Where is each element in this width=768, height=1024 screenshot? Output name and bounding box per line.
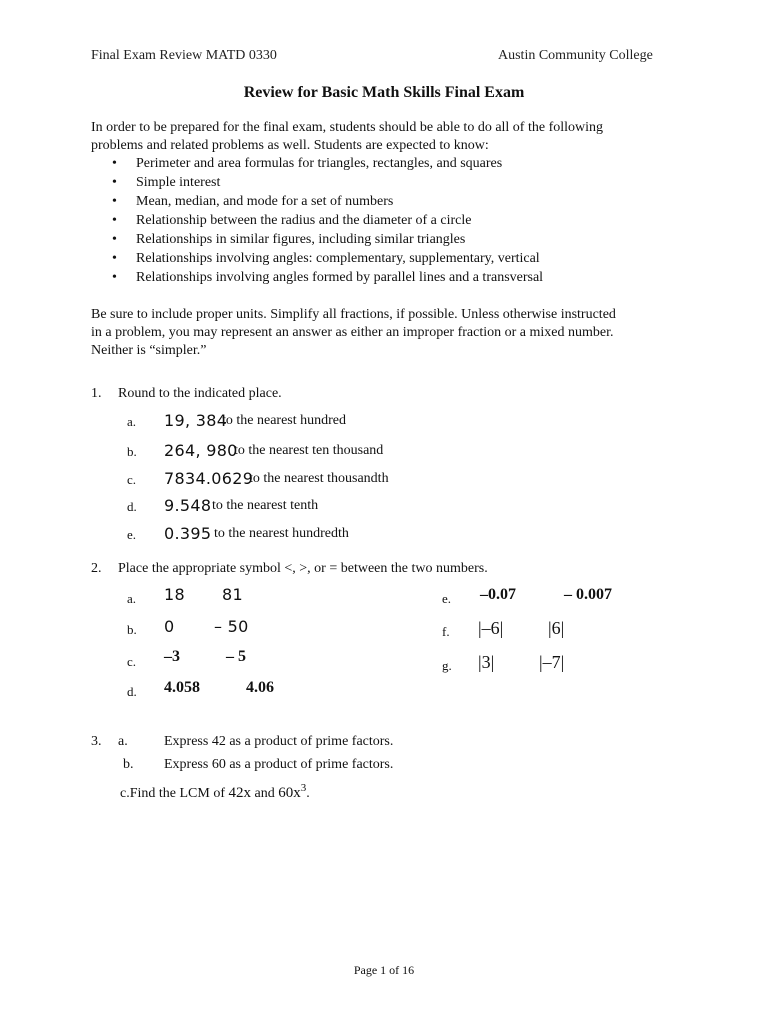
bullet-icon: • (112, 213, 117, 228)
q3-a-label: a. (118, 734, 128, 749)
q1-item-text: to the nearest tenth (212, 498, 319, 513)
header-college: Austin Community College (498, 48, 653, 63)
q2-left-value: –0.07 (480, 586, 516, 603)
q1-item-value: 264, 980 (164, 441, 238, 460)
q1-item-label: c. (127, 472, 137, 487)
q2-left-value: –3 (164, 648, 180, 665)
q3-c-exponent: 3 (300, 782, 307, 794)
q3-c-line (120, 782, 310, 802)
question-2-number: 2. (91, 561, 102, 576)
q3-a-text: Express 42 as a product of prime factors. (164, 734, 394, 749)
question-3-number: 3. (91, 734, 102, 749)
q2-item-label: b. (127, 622, 137, 637)
q1-item-label: d. (127, 499, 137, 514)
question-1-number: 1. (91, 386, 102, 401)
page-number: Page 1 of 16 (353, 963, 415, 977)
units-note-line-1: Be sure to include proper units. Simplify all fractions, if possible. Unless otherwise instructed (91, 307, 616, 322)
units-note-line-3: Neither is “simpler.” (91, 343, 207, 358)
q2-right-value: |6| (548, 618, 565, 638)
q1-item-value: 7834.0629 (164, 469, 254, 488)
page-title: Review for Basic Math Skills Final Exam (243, 84, 525, 101)
q2-left-value: |–6| (478, 618, 504, 638)
q1-item-text: to the nearest hundred (222, 413, 347, 428)
q3-c-term1: 42x (228, 785, 251, 801)
q3-c-text: Find the LCM of (129, 786, 225, 801)
q1-item-value: 9.548 (164, 496, 212, 515)
list-item: • Relationships in similar figures, including similar triangles (112, 232, 466, 247)
bullet-icon: • (112, 251, 117, 266)
q3-c-end: . (306, 786, 310, 801)
q3-b-label: b. (123, 757, 134, 772)
q2-left-value: 18 (164, 585, 185, 604)
list-item: • Relationships involving angles: complementary, supplementary, vertical (112, 251, 540, 266)
q1-item-text: to the nearest hundredth (214, 526, 349, 541)
q2-left-value: 0 (164, 617, 175, 636)
q3-c-term2: $60x^3$ (278, 782, 307, 801)
q2-item-label: a. (127, 591, 137, 606)
list-item: • Relationship between the radius and the diameter of a circle (112, 213, 472, 228)
q3-c-label: c. (120, 786, 130, 801)
bullet-icon: • (112, 156, 117, 171)
q1-item-text: to the nearest ten thousand (234, 443, 384, 458)
q1-item-label: a. (127, 414, 137, 429)
q2-item-label: e. (442, 591, 452, 606)
q3-b-text: Express 60 as a product of prime factors. (164, 757, 394, 772)
q1-item-label: e. (127, 527, 137, 542)
bullet-icon: • (112, 270, 117, 285)
q2-right-value: – 0.007 (564, 586, 612, 603)
intro-line-2: problems and related problems as well. Students are expected to know: (91, 138, 489, 153)
intro-line-1: In order to be prepared for the final exam, students should be able to do all of the following (91, 120, 604, 135)
q2-right-value: – 5 (226, 648, 246, 665)
q2-item-label: f. (442, 624, 450, 639)
q2-left-value: |3| (478, 652, 495, 672)
bullet-icon: • (112, 175, 117, 190)
q3-c-and: and (254, 786, 275, 801)
q2-right-value: 4.06 (246, 679, 274, 696)
list-item: • Perimeter and area formulas for triangles, rectangles, and squares (112, 156, 503, 171)
bullet-icon: • (112, 232, 117, 247)
q2-item-label: g. (442, 658, 452, 673)
q1-item-value: 0.395 (164, 524, 212, 543)
bullet-icon: • (112, 194, 117, 209)
q2-right-value: – 50 (214, 617, 249, 636)
q2-left-value: 4.058 (164, 679, 200, 696)
question-1-prompt: Round to the indicated place. (118, 386, 282, 401)
q1-item-text: to the nearest thousandth (249, 471, 389, 486)
q1-item-value: 19, 384 (164, 411, 228, 430)
list-item: • Relationships involving angles formed by parallel lines and a transversal (112, 270, 544, 285)
header-course: Final Exam Review MATD 0330 (91, 48, 277, 63)
question-2-prompt: Place the appropriate symbol <, >, or = between the two numbers. (118, 561, 488, 576)
q1-item-label: b. (127, 444, 137, 459)
list-item: • Mean, median, and mode for a set of numbers (112, 194, 394, 209)
q2-item-label: d. (127, 684, 137, 699)
q2-right-value: 81 (222, 585, 243, 604)
list-item: • Simple interest (112, 175, 221, 190)
units-note-line-2: in a problem, you may represent an answer as either an improper fraction or a mixed number. (91, 325, 614, 340)
q2-item-label: c. (127, 654, 137, 669)
q2-right-value: |–7| (539, 652, 565, 672)
